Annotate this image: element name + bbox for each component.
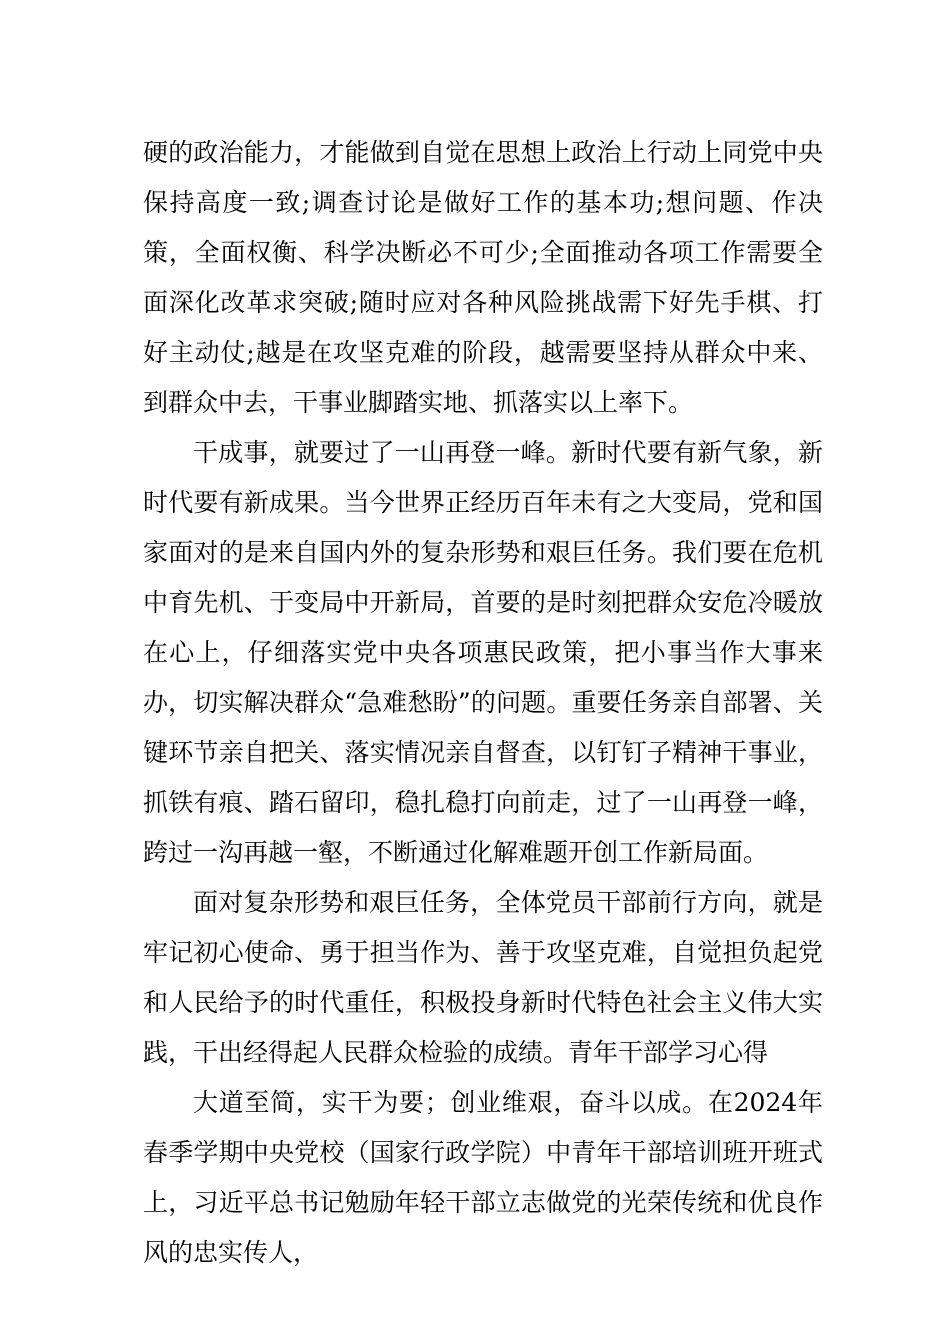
paragraph-2: 干成事，就要过了一山再登一峰。新时代要有新气象，新时代要有新成果。当今世界正经历百年未有之大变局，党和国家面对的是来自国内外的复杂形势和艰巨任务。我们要在危机中育先机、于变局中开新局，首要的是时刻把群众安危冷暖放在心上，仔细落实党中央各项惠民政策，把小事当作大事来办，切实解决群众“急难愁盼”的问题。重要任务亲自部署、关键环节亲自把关、落实情况亲自督查，以钉钉子精神干事业，抓铁有痕、踏石留印，稳扎稳打向前走，过了一山再登一峰，跨过一沟再越一壑，不断通过化解难题开创工作新局面。 [143, 438, 823, 867]
paragraph-3: 面对复杂形势和艰巨任务，全体党员干部前行方向，就是牢记初心使命、勇于担当作为、善于攻坚克难，自觉担负起党和人民给予的时代重任，积极投身新时代特色社会主义伟大实践，干出经得起人民群众检验的成绩。青年干部学习心得 [143, 888, 823, 1067]
paragraph-4: 大道至简，实干为要；创业维艰，奋斗以成。在2024年春季学期中央党校（国家行政学院）中青年干部培训班开班式上，习近平总书记勉励年轻干部立志做党的光荣传统和优良作风的忠实传人， [143, 1088, 823, 1267]
document-body [143, 128, 823, 1278]
paragraph-1: 硬的政治能力，才能做到自觉在思想上政治上行动上同党中央保持高度一致;调查讨论是做好工作的基本功;想问题、作决策，全面权衡、科学决断必不可少;全面推动各项工作需要全面深化改革求突破;随时应对各种风险挑战需下好先手棋、打好主动仗;越是在攻坚克难的阶段，越需要坚持从群众中来、到群众中去，干事业脚踏实地、抓落实以上率下。 [143, 138, 823, 417]
